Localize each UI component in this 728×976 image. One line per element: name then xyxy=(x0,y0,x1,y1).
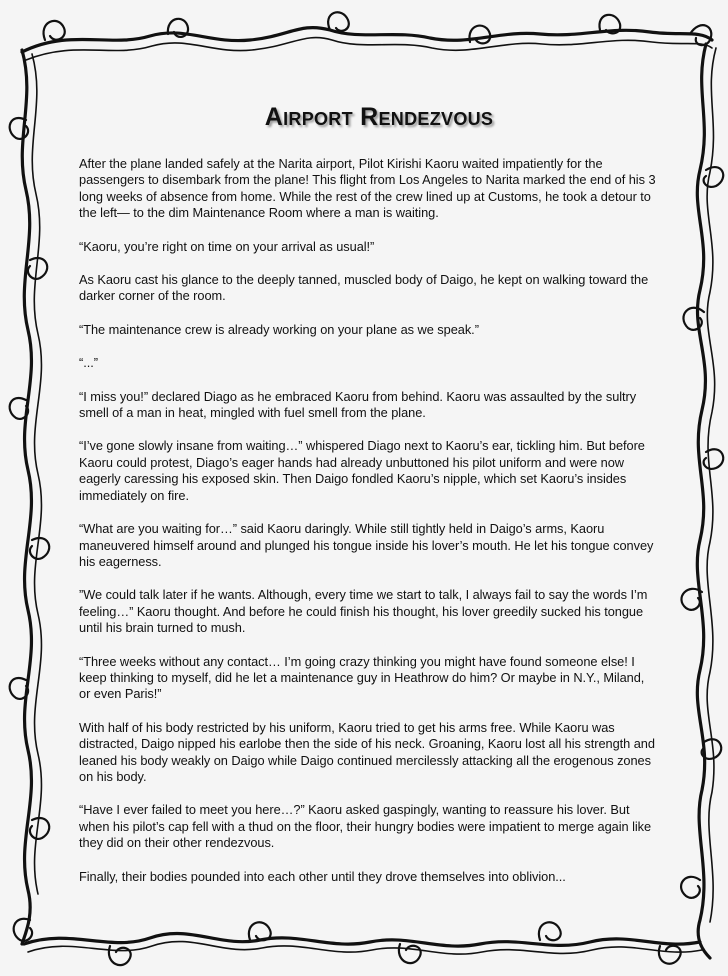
paragraph: “I miss you!” declared Diago as he embraced Kaoru from behind. Kaoru was assaulted by the sultry smell of a man in heat, mingled with fuel smell from the plane. xyxy=(79,388,637,421)
story-content xyxy=(79,100,659,902)
page-title: Airport Rendezvous xyxy=(264,103,494,131)
paragraph: “...” xyxy=(79,355,98,371)
paragraph: ”We could talk later if he wants. Although, every time we start to talk, I always fail to say the words I’m feeling…” Kaoru thought. And before he could finish his thought, his lover greedily sucked his tongue until his brain turned to mush. xyxy=(79,587,648,636)
paragraph: With half of his body restricted by his uniform, Kaoru tried to get his arms free. While Kaoru was distracted, Daigo nipped his earlobe then the side of his neck. Groaning, Kaoru lost all his strength and leaned his body weakly on Daigo while Daigo continued mercilessly attacking all the erogenous zones on his body. xyxy=(79,719,655,784)
paragraph: “Three weeks without any contact… I’m going crazy thinking you might have found someone else! I keep thinking to myself, did he let a maintenance guy in Heathrow do him? Or maybe in N.Y., Miland, or even Paris!” xyxy=(79,653,645,702)
paragraph: After the plane landed safely at the Narita airport, Pilot Kirishi Kaoru waited impatiently for the passengers to disembark from the plane! This flight from Los Angeles to Narita marked the end of his 3 long weeks of absence from home. While the rest of the crew lined up at Customs, he took a detour to the left— to the dim Maintenance Room where a man is waiting. xyxy=(79,156,656,221)
paragraph: As Kaoru cast his glance to the deeply tanned, muscled body of Daigo, he kept on walking toward the darker corner of the room. xyxy=(79,272,649,304)
paragraph: “What are you waiting for…” said Kaoru daringly. While still tightly held in Daigo’s arms, Kaoru maneuvered himself around and plunged his tongue inside his lover’s mouth. He let his tongue convey his eagerness. xyxy=(79,521,654,569)
paragraph: “The maintenance crew is already working on your plane as we speak.” xyxy=(79,321,479,337)
paragraph: Finally, their bodies pounded into each other until they drove themselves into oblivion... xyxy=(79,868,566,884)
paragraph: “I’ve gone slowly insane from waiting…” whispered Diago next to Kaoru’s ear, tickling him. But before Kaoru could protest, Diago’s eager hands had already unbuttoned his pilot uniform and were now eagerly caressing his exposed skin. Then Daigo fondled Kaoru’s nipple, which set Kaoru’s insides immediately on fire. xyxy=(79,438,645,503)
paragraph: “Have I ever failed to meet you here…?” Kaoru asked gaspingly, wanting to reassure his lover. But when his pilot’s cap fell with a thud on the floor, their hungry bodies were impatient to merge again like they did on their other rendezvous. xyxy=(79,802,652,851)
paragraph: “Kaoru, you’re right on time on your arrival as usual!” xyxy=(79,238,375,254)
